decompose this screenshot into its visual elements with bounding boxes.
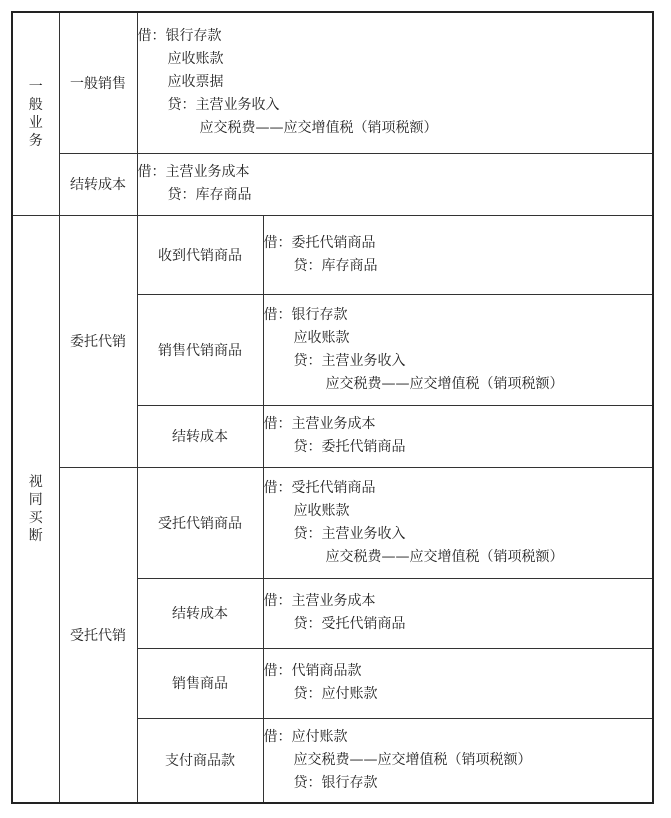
entry-line: 借：应付账款 — [263, 728, 348, 745]
entry-general-sales — [137, 12, 653, 153]
entry-line: 贷：银行存款 — [293, 774, 378, 791]
entry-line: 贷：委托代销商品 — [293, 439, 406, 455]
category-consign-out: 委托代销 — [59, 215, 137, 467]
category-general-cost: 结转成本 — [59, 153, 137, 215]
label-char: 视 — [28, 473, 43, 490]
entry-general-cost — [137, 153, 653, 215]
general-business-label — [12, 12, 59, 215]
step-pay-goods: 支付商品款 — [137, 718, 263, 803]
entry-line: 应收账款 — [293, 329, 350, 346]
entry-line: 借：银行存款 — [137, 28, 222, 45]
label-char: 业 — [28, 114, 43, 131]
entry-line: 贷：库存商品 — [167, 187, 252, 203]
entry-line: 应交税费——应交增值税（销项税额） — [293, 751, 532, 768]
entry-line: 贷：主营业务收入 — [293, 352, 406, 369]
entry-line: 应收账款 — [293, 502, 350, 519]
entry-consigned-cost — [263, 578, 653, 648]
label-char: 般 — [28, 96, 43, 113]
entry-line: 借：主营业务成本 — [137, 164, 250, 180]
entry-line: 应收账款 — [167, 51, 224, 68]
entry-line: 应交税费——应交增值税（销项税额） — [325, 548, 564, 565]
entry-line: 应交税费——应交增值税（销项税额） — [199, 120, 438, 137]
entry-receive-consigned — [263, 215, 653, 294]
label-char: 断 — [28, 527, 43, 544]
label-char: 买 — [28, 509, 43, 526]
consigned-in-row — [12, 467, 653, 578]
entry-consign-cost — [263, 405, 653, 467]
consign-receive-row — [12, 215, 653, 294]
entry-line: 贷：受托代销商品 — [293, 616, 406, 632]
entry-line: 借：主营业务成本 — [263, 416, 376, 432]
entry-consigned-goods — [263, 467, 653, 578]
entry-pay-goods — [263, 718, 653, 803]
step-consign-cost: 结转成本 — [137, 405, 263, 467]
entry-sell-consigned — [263, 294, 653, 405]
label-char: 同 — [28, 491, 43, 508]
category-consign-in: 受托代销 — [59, 467, 137, 803]
entry-line: 应收票据 — [167, 74, 224, 91]
entry-line: 贷：主营业务收入 — [293, 525, 406, 542]
accounting-entries-table — [11, 11, 654, 804]
entry-line: 借：主营业务成本 — [263, 593, 376, 609]
step-consigned-goods: 受托代销商品 — [137, 467, 263, 578]
deemed-purchase-label — [12, 215, 59, 803]
category-general-sales: 一般销售 — [59, 12, 137, 153]
entry-sell-goods — [263, 648, 653, 718]
entry-line: 贷：库存商品 — [293, 257, 378, 274]
entry-line: 借：银行存款 — [263, 306, 348, 323]
step-consigned-cost: 结转成本 — [137, 578, 263, 648]
step-sell-consigned: 销售代销商品 — [137, 294, 263, 405]
label-char: 一 — [28, 78, 43, 95]
step-receive-consigned: 收到代销商品 — [137, 215, 263, 294]
label-char: 务 — [28, 132, 43, 149]
entry-line: 借：委托代销商品 — [263, 234, 376, 251]
entry-line: 贷：应付账款 — [293, 686, 378, 702]
entry-line: 借：受托代销商品 — [263, 479, 376, 496]
entry-line: 借：代销商品款 — [263, 663, 362, 679]
entry-line: 应交税费——应交增值税（销项税额） — [325, 375, 564, 392]
general-sales-row — [12, 12, 653, 153]
step-sell-goods: 销售商品 — [137, 648, 263, 718]
entry-line: 贷：主营业务收入 — [167, 97, 280, 114]
general-cost-row — [12, 153, 653, 215]
